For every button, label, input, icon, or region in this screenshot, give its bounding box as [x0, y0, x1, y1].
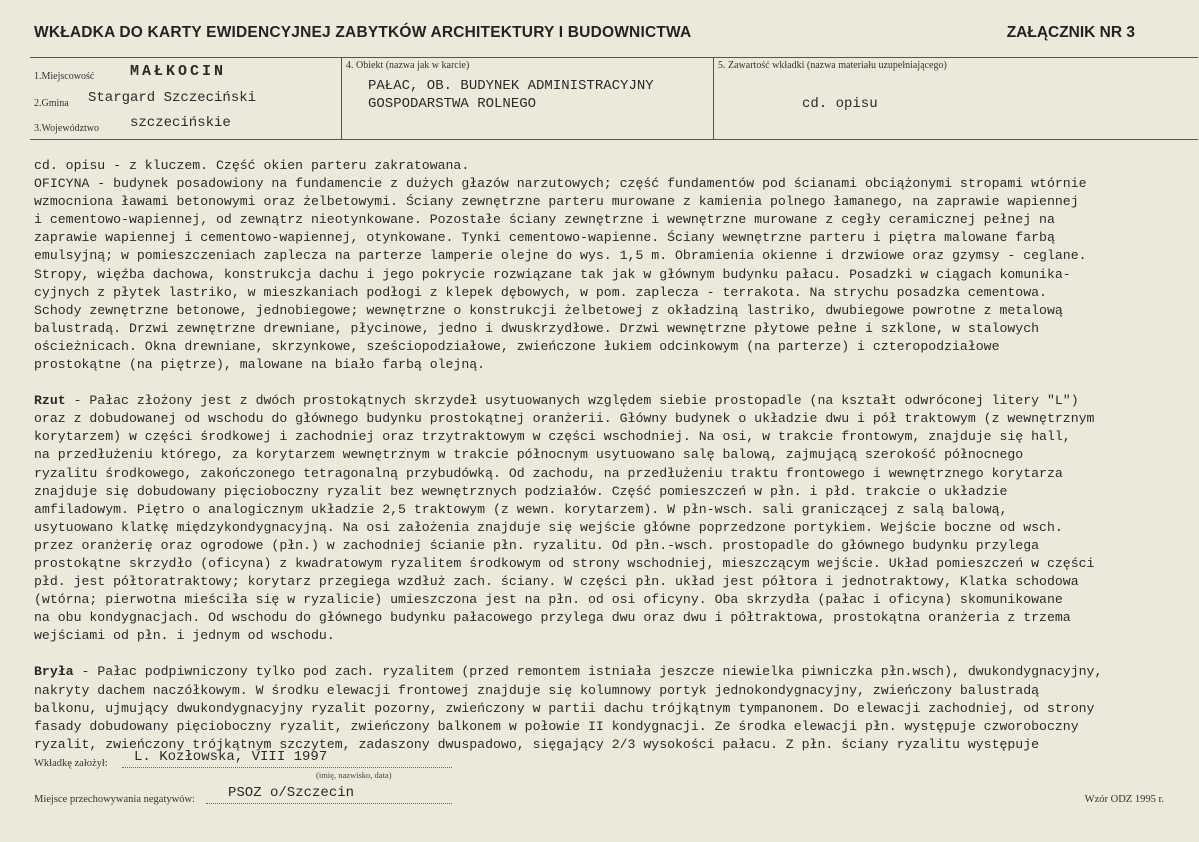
gmina-label: 2.Gmina — [34, 98, 69, 109]
paragraph-rzut — [34, 392, 1194, 645]
storage-underline — [206, 803, 452, 804]
header-table — [30, 57, 1198, 140]
object-line-2: GOSPODARSTWA ROLNEGO — [368, 96, 537, 112]
paragraph-oficyna: cd. opisu - z kluczem. Część okien parteru zakratowana. OFICYNA - budynek posadowiony na fundamencie z dużych głazów narzutowych; część fundamentów pod ścianami obciążonymi stropami wtórnie wzmocniona ławami betonowymi oraz żelbetowymi. Ściany zewnętrzne parteru murowane z kamienia polnego łamanego, na zaprawie wapiennej i cementowo-wapiennej, od zewnątrz nieotynkowane. Pozostałe ściany zewnętrzne i wewnętrzne murowane z cegły ceramicznej pełnej na zaprawie wapiennej i cementowo-wapiennej, otynkowane. Tynki cementowo-wapienne. Ściany wewnętrzne parteru i piętra malowane farbą emulsyjną; w pomieszczeniach zaplecza na parterze lamperie olejne do wys. 1,5 m. Obramienia okienne i drzwiowe oraz gzymsy - ceglane. Stropy, więźba dachowa, konstrukcja dachu i jego pokrycie rozwiązane tak jak w głównym budynku pałacu. Posadzki w ciągach komunika- cyjnych z płytek lastriko, w mieszkaniach podłogi z klepek dębowych, w pom. zaplecza - terrakota. Na strychu posadzka cementowa. Schody zewnętrzne betonowe, jednobiegowe; wewnętrzne o konstrukcji żelbetowej z okładziną lastriko, dwubiegowe powrotne z metalową balustradą. Drzwi zewnętrzne drewniane, płycinowe, jedno i dwuskrzydłowe. Drzwi wewnętrzne płytowe pełne i szklone, w stalowych ościeżnicach. Okna drewniane, skrzynkowe, sześciopodziałowe, zwieńczone łukiem odcinkowym (na parterze) i czteropodziałowe prostokątne (na piętrze), malowane na biało farbą olejną. — [34, 158, 1087, 373]
paragraph-lead-rzut: Rzut — [34, 393, 66, 409]
author-value: L. Kozłowska, VIII 1997 — [134, 749, 328, 765]
form-code: Wzór ODZ 1995 r. — [1084, 794, 1164, 805]
paragraph-bryla-text: - Pałac podpiwniczony tylko pod zach. ryzalitem (przed remontem istniała jeszcze niewielka piwniczka płn.wsch), dwukondygnacyjny, nakryty dachem naczółkowym. W środku elewacji frontowej znajduje się kolumnowy portyk jednokondygnacyjny, zwieńczony balustradą balkonu, ujmujący dwukondygnacyjny ryzalit pozorny, zwieńczony w partii dachu trójkątnym tympanonem. Do elewacji zachodniej, od strony fasady dobudowany pięcioboczny ryzalit, zwieńczony balkonem w połowie II kondygnacji. Ze środka elewacji płn. występuje czworoboczny ryzalit, zwieńczony trójkątnym szczytem, zadaszony dwuspadowo, sięgający 2/3 wysokości pałacu. Z płn. ściany ryzalitu występuje — [34, 664, 1103, 752]
annex-number: ZAŁĄCZNIK NR 3 — [1006, 24, 1135, 41]
author-note: (imię, nazwisko, data) — [316, 770, 392, 780]
gmina-value: Stargard Szczeciński — [88, 90, 257, 106]
wojewodztwo-label: 3.Województwo — [34, 123, 100, 134]
storage-value: PSOZ o/Szczecin — [228, 785, 355, 801]
miejscowosc-value: MAŁKOCIN — [130, 63, 227, 80]
miejscowosc-label: 1.Miejscowość — [34, 71, 95, 82]
author-underline — [122, 767, 452, 768]
paragraph-bryla — [34, 663, 1194, 753]
document-title: WKŁADKA DO KARTY EWIDENCYJNEJ ZABYTKÓW ARCHITEKTURY I BUDOWNICTWA — [34, 24, 692, 41]
paragraph-lead-bryla: Bryła — [34, 664, 74, 680]
object-label: 4. Obiekt (nazwa jak w karcie) — [346, 60, 470, 71]
author-label: Wkładkę założył: — [34, 758, 108, 769]
description-text — [34, 157, 1194, 754]
column-divider — [341, 58, 342, 139]
column-divider — [713, 58, 714, 139]
paragraph-rzut-text: - Pałac złożony jest z dwóch prostokątnych skrzydeł usytuowanych względem siebie prostopadle (na kształt odwróconej litery "L") oraz z dobudowanej od wschodu do głównego budynku prostokątnej oranżerii. Główny budynek o układzie dwu i pół traktowym (z wewnętrznym korytarzem) w części środkowej i zachodniej oraz trzytraktowym w części wschodniej. Na osi, w trakcie frontowym, znajduje się hall, na przedłużeniu którego, za korytarzem wewnętrznym w trakcie północnym usytuowano salę balową, zajmującą szerokość północnego ryzalitu środkowego, zakończonego tetragonalną przybudówką. Od zachodu, na przedłużeniu traktu frontowego i wewnętrznego korytarza znajduje się dobudowany pięcioboczny ryzalit bez wewnętrznych podziałów. Część pomieszczeń w płn. i płd. trakcie o układzie amfiladowym. Piętro o analogicznym układzie 2,5 traktowym (z wewn. korytarzem). W płn-wsch. sali graniczącej z salą balową, usytuowano klatkę międzykondygnacyjną. Na osi założenia znajduje się wejście główne poprzedzone portykiem. Wejście boczne od wsch. przez oranżerię oraz ogrodowe (płn.) w zachodniej ścianie płn. ryzalitu. Od płn.-wsch. prostopadle do głównego budynku przylega prostokątne skrzydło (oficyna) z kwadratowym ryzalitem środkowym od strony wschodniej, mieszczącym wejście. Układ pomieszczeń w części płd. jest półtoratraktowy; korytarz przegiega wzdłuż zach. ściany. W części płn. układ jest półtora i jednotraktowy, Klatka schodowa (wtórna; pierwotna mieściła się w ryzalicie) umieszczona jest na płn. od osi oficyny. Oba skrzydła (pałac i oficyna) skomunikowane na obu kondygnacjach. Od wschodu do głównego budynku pałacowego przylega dwu oraz dwu i półtraktowa, prostokątna oranżeria z trzema wejściami od płn. i jednym od wschodu. — [34, 393, 1095, 644]
wojewodztwo-value: szczecińskie — [130, 115, 231, 131]
storage-label: Miejsce przechowywania negatywów: — [34, 794, 195, 805]
contents-value: cd. opisu — [802, 96, 878, 112]
object-line-1: PAŁAC, OB. BUDYNEK ADMINISTRACYJNY — [368, 78, 654, 94]
contents-label: 5. Zawartość wkładki (nazwa materiału uzupełniającego) — [718, 60, 947, 71]
